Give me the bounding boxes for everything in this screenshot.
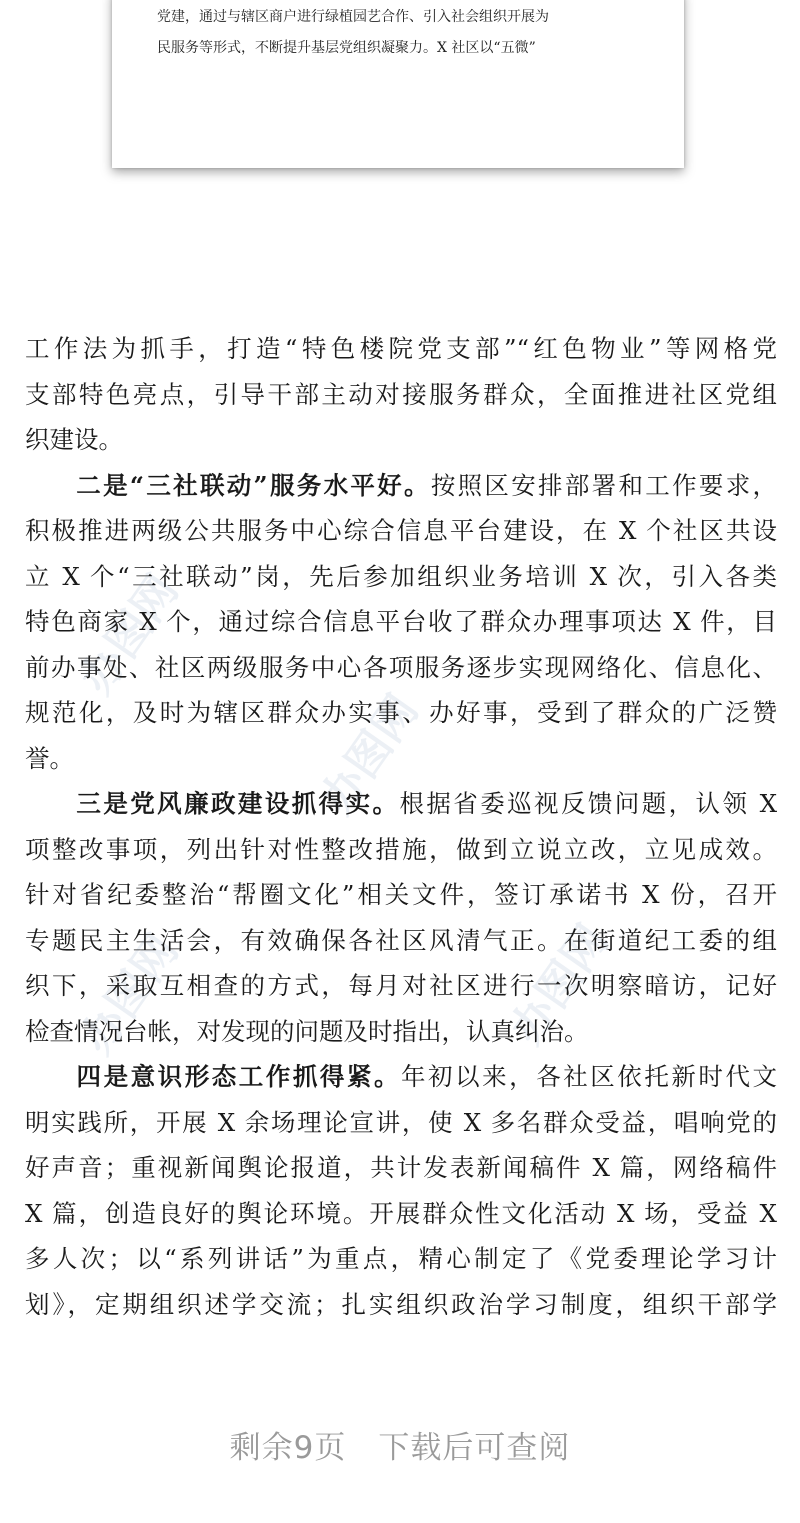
section-heading-3: 三是党风廉政建设抓得实。 [74,789,400,818]
text-line: 好声音；重视新闻舆论报道，共计发表新闻稿件 X 篇，网络稿件 [25,1153,777,1182]
remaining-pages-bar[interactable] [0,1400,800,1490]
preview-card-text [157,2,647,64]
watermark: 办图网 [70,565,189,704]
text-line: 前办事处、社区两级服务中心各项服务逐步实现网络化、信息化、 [25,652,777,682]
text-line: 誉。 [25,743,74,773]
text-line: 织建设。 [25,425,123,454]
preview-line: 党建，通过与辖区商户进行绿植园艺合作、引入社会组织开展为 [157,9,549,25]
text-line: 特色商家 X 个，通过综合信息平台收了群众办理事项达 X 件，目 [25,607,777,636]
text-line: 项整改事项，列出针对性整改措施，做到立说立改，立见成效。 [25,834,777,864]
text-line: 支部特色亮点，引导干部主动对接服务群众，全面推进社区党组 [25,379,777,409]
paragraph-first-line: 四是意识形态工作抓得紧。年初以来，各社区依托新时代文 [74,1062,777,1091]
text-line: 专题民主生活会，有效确保各社区风清气正。在街道纪工委的组 [25,925,777,955]
text-line: 积极推进两级公共服务中心综合信息平台建设，在 X 个社区共设 [25,516,777,545]
text-line: 工作法为抓手，打造“特色楼院党支部”“红色物业”等网格党 [25,334,777,363]
text-line: 针对省纪委整治“帮圈文化”相关文件，签订承诺书 X 份，召开 [25,880,777,909]
text-line: 明实践所，开展 X 余场理论宣讲，使 X 多名群众受益，唱响党的 [25,1107,777,1137]
text-line: 立 X 个“三社联动”岗，先后参加组织业务培训 X 次，引入各类 [25,561,777,591]
watermark: 办图网 [500,915,619,1054]
section-heading-2: 二是“三社联动”服务水平好。 [74,470,431,500]
preview-line: 民服务等形式，不断提升基层党组织凝聚力。X 社区以“五微” [157,40,536,56]
paragraph-first-line: 二是“三社联动”服务水平好。按照区安排部署和工作要求， [74,470,778,500]
watermark: 办图网 [310,685,429,824]
text-line: 织下，采取互相查的方式，每月对社区进行一次明察暗访，记好 [25,971,777,1000]
text-line: 多人次；以“系列讲话”为重点，精心制定了《党委理论学习计 [25,1244,777,1273]
document-body [25,326,777,1327]
text-line: 规范化，及时为辖区群众办实事、办好事，受到了群众的广泛赞 [25,698,777,727]
paragraph-first-line: 三是党风廉政建设抓得实。根据省委巡视反馈问题，认领 X [74,789,778,818]
preview-page-card [112,0,684,168]
watermark: 办图网 [70,925,189,1064]
text-line: 检查情况台帐，对发现的问题及时指出，认真纠治。 [25,1016,589,1046]
text-line: 划》，定期组织述学交流；扎实组织政治学习制度，组织干部学 [25,1289,777,1319]
download-to-read-button[interactable]: 剩余9页 下载后可查阅 [229,1430,571,1466]
section-heading-4: 四是意识形态工作抓得紧。 [74,1062,401,1091]
text-line: X 篇，创造良好的舆论环境。开展群众性文化活动 X 场，受益 X [25,1198,777,1228]
